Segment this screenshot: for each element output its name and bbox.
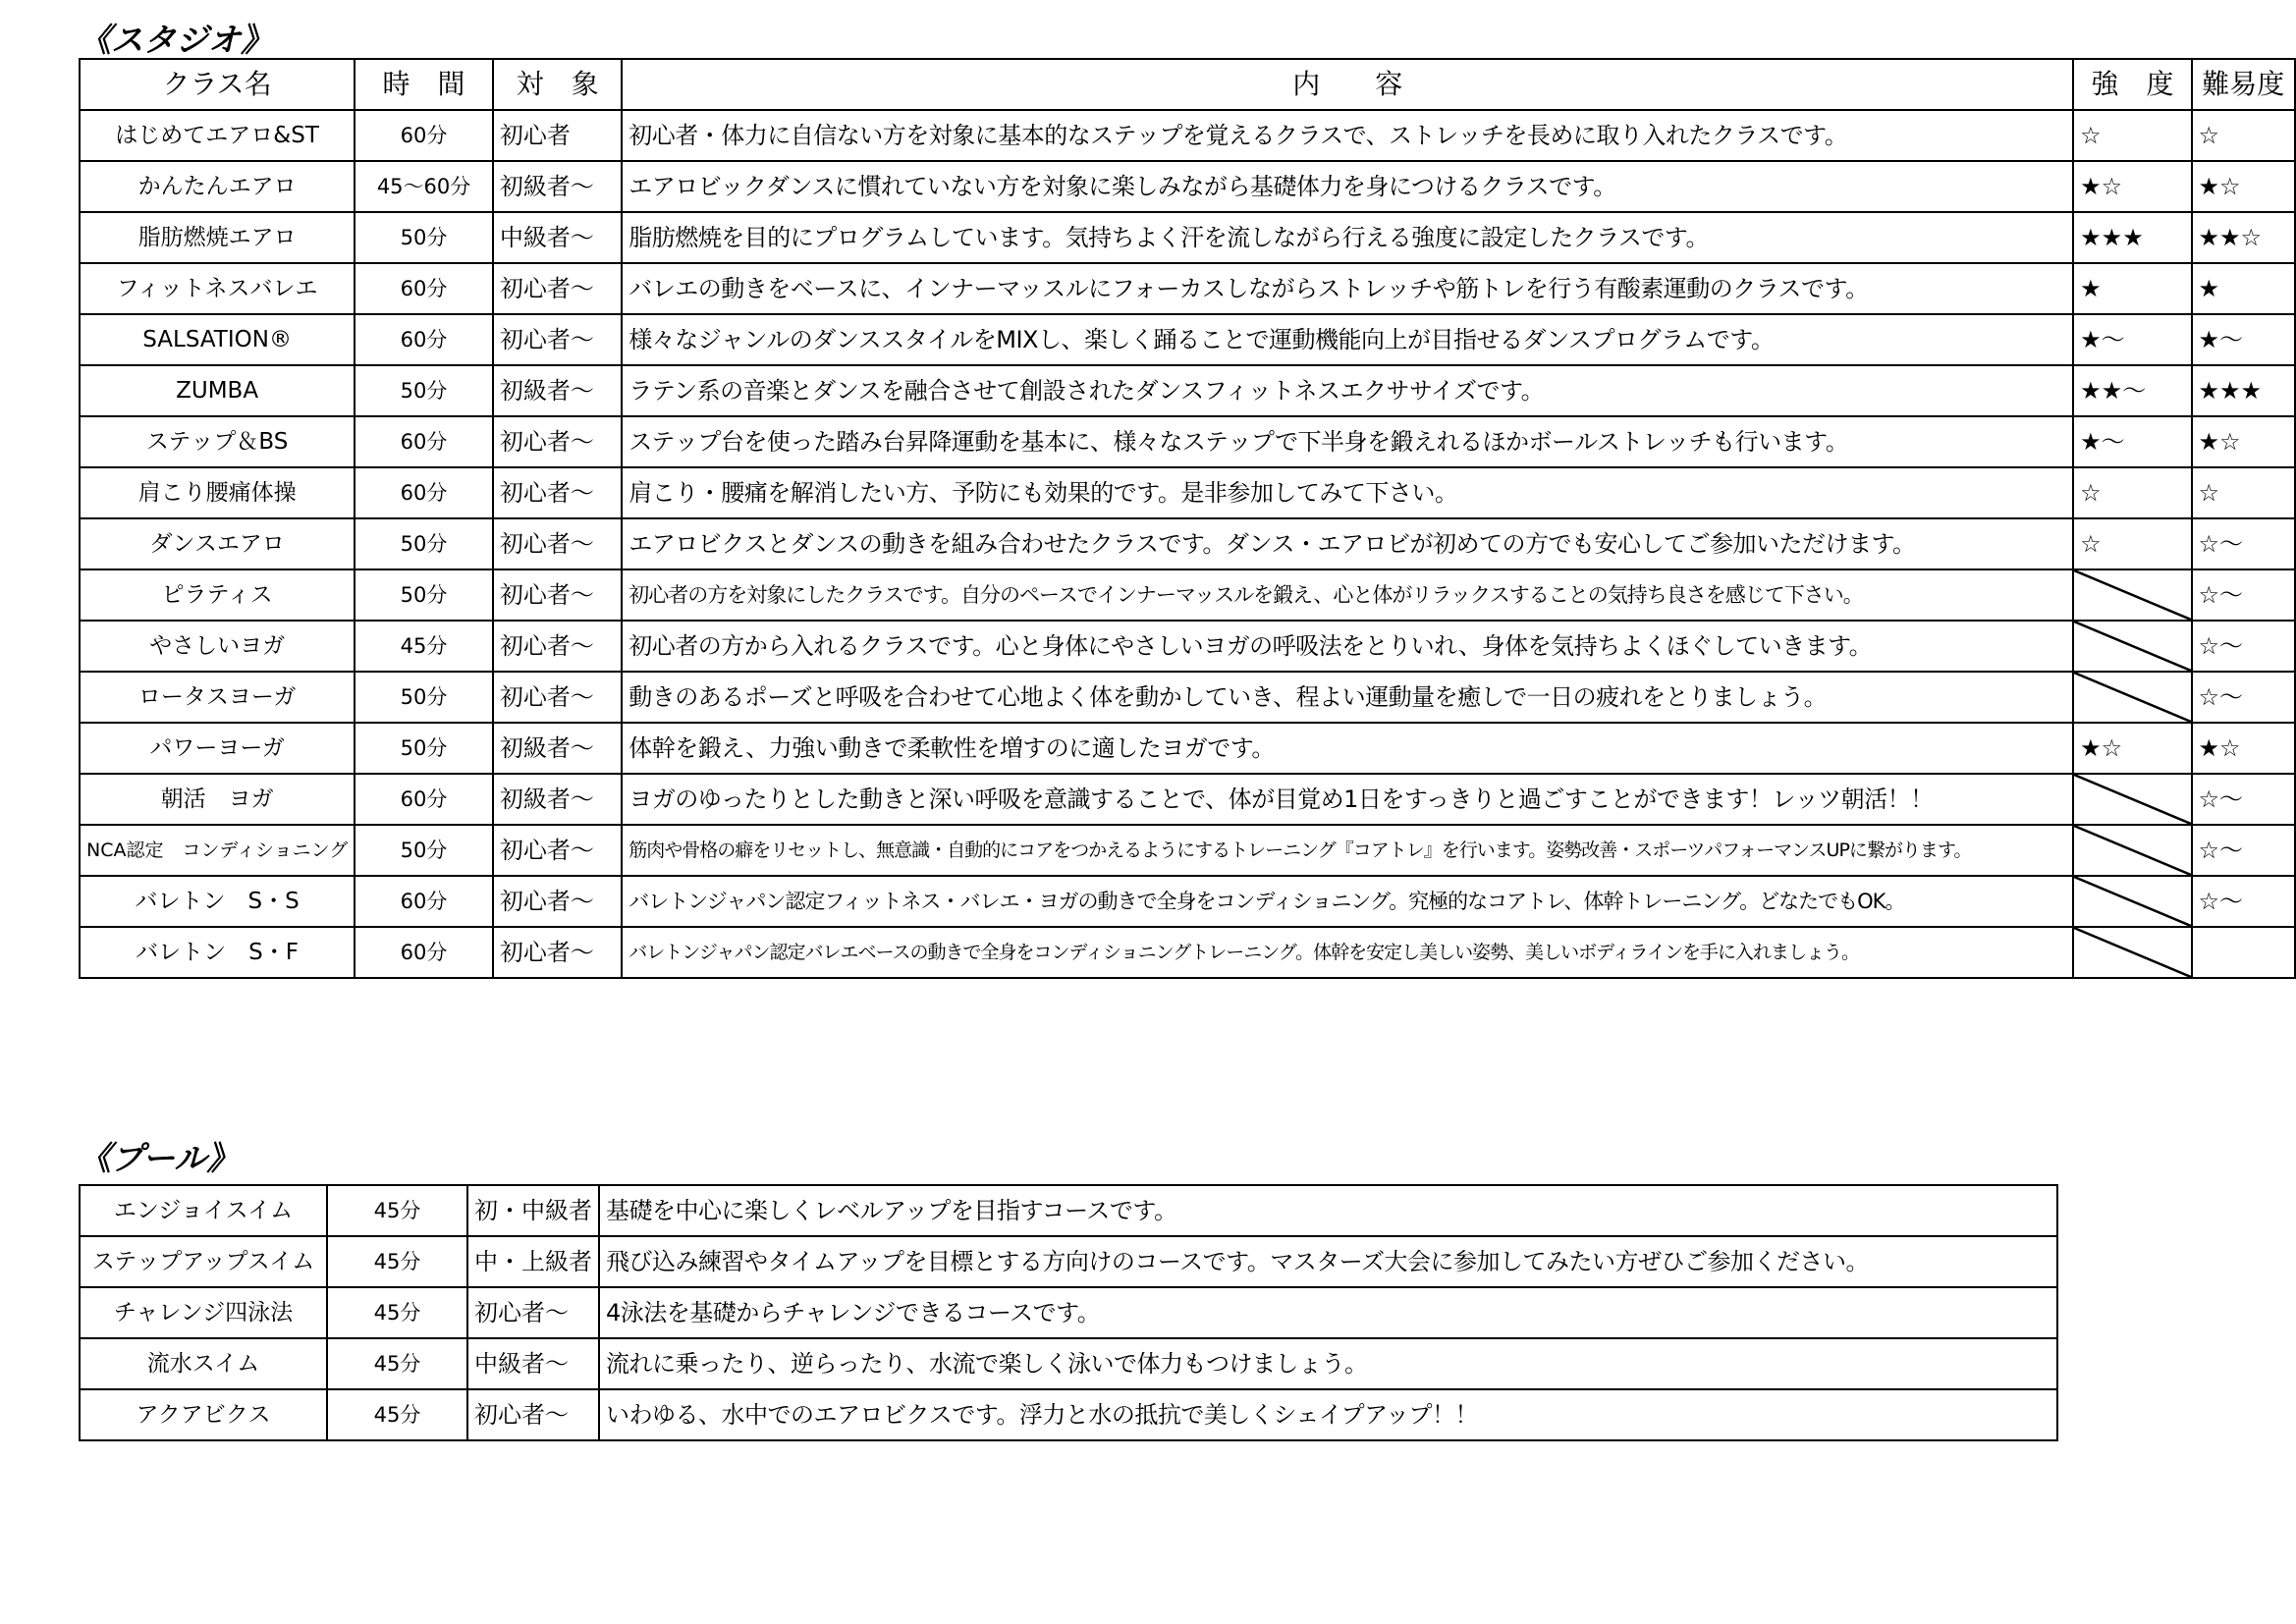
- description-cell: 筋肉や骨格の癖をリセットし、無意識・自動的にコアをつかえるようにするトレーニング『コアトレ』を行います。姿勢改善・スポーツパフォーマンスUPに繋がります。: [622, 825, 2073, 876]
- class-name-cell: ZUMBA: [80, 365, 355, 416]
- pool-table-row: [80, 1236, 2057, 1287]
- time-cell: 60分: [355, 774, 493, 825]
- time-cell: 45分: [355, 621, 493, 672]
- difficulty-cell: ☆～: [2192, 569, 2296, 621]
- intensity-cell: [2073, 927, 2191, 978]
- header-content: 内 容: [622, 59, 2073, 110]
- pool-table-row: [80, 1287, 2057, 1338]
- class-name-cell: ステップ＆BS: [80, 416, 355, 467]
- course-name-cell: エンジョイスイム: [80, 1185, 327, 1236]
- class-name-cell: フィットネスバレエ: [80, 263, 355, 314]
- studio-table-row: [80, 467, 2295, 518]
- class-name-cell: やさしいヨガ: [80, 621, 355, 672]
- time-cell: 45分: [327, 1338, 467, 1389]
- difficulty-cell: ☆～: [2192, 621, 2296, 672]
- time-cell: 60分: [355, 314, 493, 365]
- description-cell: 飛び込み練習やタイムアップを目標とする方向けのコースです。マスターズ大会に参加してみたい方ぜひご参加ください。: [599, 1236, 2057, 1287]
- intensity-cell: ★☆: [2073, 723, 2191, 774]
- target-cell: 初級者～: [493, 161, 622, 212]
- description-cell: エアロビクスとダンスの動きを組み合わせたクラスです。ダンス・エアロビが初めての方でも安心してご参加いただけます。: [622, 518, 2073, 569]
- class-name-cell: 肩こり腰痛体操: [80, 467, 355, 518]
- target-cell: 中級者～: [493, 212, 622, 263]
- studio-table-row: [80, 876, 2295, 927]
- time-cell: 50分: [355, 672, 493, 723]
- description-cell: 脂肪燃焼を目的にプログラムしています。気持ちよく汗を流しながら行える強度に設定したクラスです。: [622, 212, 2073, 263]
- time-cell: 50分: [355, 365, 493, 416]
- description-cell: 流れに乗ったり、逆らったり、水流で楽しく泳いで体力もつけましょう。: [599, 1338, 2057, 1389]
- class-name-cell: バレトン S・F: [80, 927, 355, 978]
- time-cell: 45分: [327, 1185, 467, 1236]
- difficulty-cell: ★☆: [2192, 723, 2296, 774]
- time-cell: 60分: [355, 263, 493, 314]
- time-cell: 60分: [355, 416, 493, 467]
- time-cell: 60分: [355, 927, 493, 978]
- class-name-cell: 朝活 ヨガ: [80, 774, 355, 825]
- description-cell: 初心者・体力に自信ない方を対象に基本的なステップを覚えるクラスで、ストレッチを長めに取り入れたクラスです。: [622, 110, 2073, 161]
- time-cell: 60分: [355, 467, 493, 518]
- target-cell: 初心者～: [493, 825, 622, 876]
- difficulty-cell: ☆～: [2192, 876, 2296, 927]
- description-cell: バレトンジャパン認定バレエベースの動きで全身をコンディショニングトレーニング。体幹を安定し美しい姿勢、美しいボディラインを手に入れましょう。: [622, 927, 2073, 978]
- class-name-cell: ピラティス: [80, 569, 355, 621]
- time-cell: 50分: [355, 723, 493, 774]
- difficulty-cell: ★★☆: [2192, 212, 2296, 263]
- difficulty-cell: ☆～: [2192, 518, 2296, 569]
- header-time: 時 間: [355, 59, 493, 110]
- target-cell: 初心者～: [493, 927, 622, 978]
- intensity-cell: ☆: [2073, 518, 2191, 569]
- class-name-cell: ロータスヨーガ: [80, 672, 355, 723]
- studio-table-row: [80, 621, 2295, 672]
- target-cell: 初心者～: [467, 1287, 599, 1338]
- pool-section-title: 《プール》: [79, 1139, 240, 1177]
- difficulty-cell: ☆～: [2192, 774, 2296, 825]
- header-class-name: クラス名: [80, 59, 355, 110]
- studio-table-row: [80, 723, 2295, 774]
- difficulty-cell: [2192, 927, 2296, 978]
- class-name-cell: SALSATION®: [80, 314, 355, 365]
- description-cell: 肩こり・腰痛を解消したい方、予防にも効果的です。是非参加してみて下さい。: [622, 467, 2073, 518]
- class-name-cell: 脂肪燃焼エアロ: [80, 212, 355, 263]
- difficulty-cell: ★☆: [2192, 161, 2296, 212]
- difficulty-cell: ☆: [2192, 110, 2296, 161]
- intensity-cell: ★☆: [2073, 161, 2191, 212]
- target-cell: 初・中級者: [467, 1185, 599, 1236]
- difficulty-cell: ☆～: [2192, 672, 2296, 723]
- description-cell: 体幹を鍛え、力強い動きで柔軟性を増すのに適したヨガです。: [622, 723, 2073, 774]
- studio-section-title: 《スタジオ》: [79, 21, 273, 59]
- course-name-cell: ステップアップスイム: [80, 1236, 327, 1287]
- studio-table-row: [80, 569, 2295, 621]
- class-name-cell: NCA認定 コンディショニング: [80, 825, 355, 876]
- intensity-cell: ☆: [2073, 110, 2191, 161]
- course-name-cell: アクアビクス: [80, 1389, 327, 1440]
- time-cell: 45分: [327, 1236, 467, 1287]
- target-cell: 初心者～: [493, 314, 622, 365]
- target-cell: 初心者～: [493, 672, 622, 723]
- description-cell: バレトンジャパン認定フィットネス・バレエ・ヨガの動きで全身をコンディショニング。究極的なコアトレ、体幹トレーニング。どなたでもOK。: [622, 876, 2073, 927]
- difficulty-cell: ★～: [2192, 314, 2296, 365]
- intensity-cell: [2073, 774, 2191, 825]
- studio-table: [79, 58, 2296, 979]
- header-intensity: 強 度: [2073, 59, 2191, 110]
- target-cell: 初心者: [493, 110, 622, 161]
- description-cell: ステップ台を使った踏み台昇降運動を基本に、様々なステップで下半身を鍛えれるほかボールストレッチも行います。: [622, 416, 2073, 467]
- target-cell: 初心者～: [467, 1389, 599, 1440]
- class-name-cell: ダンスエアロ: [80, 518, 355, 569]
- description-cell: 様々なジャンルのダンススタイルをMIXし、楽しく踊ることで運動機能向上が目指せるダンスプログラムです。: [622, 314, 2073, 365]
- target-cell: 初心者～: [493, 518, 622, 569]
- time-cell: 45～60分: [355, 161, 493, 212]
- class-name-cell: はじめてエアロ&ST: [80, 110, 355, 161]
- target-cell: 初級者～: [493, 774, 622, 825]
- description-cell: エアロビックダンスに慣れていない方を対象に楽しみながら基礎体力を身につけるクラスです。: [622, 161, 2073, 212]
- difficulty-cell: ☆: [2192, 467, 2296, 518]
- class-name-cell: かんたんエアロ: [80, 161, 355, 212]
- difficulty-cell: ★: [2192, 263, 2296, 314]
- intensity-cell: ★～: [2073, 314, 2191, 365]
- description-cell: 基礎を中心に楽しくレベルアップを目指すコースです。: [599, 1185, 2057, 1236]
- studio-table-row: [80, 416, 2295, 467]
- time-cell: 50分: [355, 212, 493, 263]
- time-cell: 45分: [327, 1389, 467, 1440]
- time-cell: 50分: [355, 569, 493, 621]
- description-cell: 初心者の方から入れるクラスです。心と身体にやさしいヨガの呼吸法をとりいれ、身体を気持ちよくほぐしていきます。: [622, 621, 2073, 672]
- description-cell: 動きのあるポーズと呼吸を合わせて心地よく体を動かしていき、程よい運動量を癒しで一日の疲れをとりましょう。: [622, 672, 2073, 723]
- description-cell: いわゆる、水中でのエアロビクスです。浮力と水の抵抗で美しくシェイプアップ！！: [599, 1389, 2057, 1440]
- class-name-cell: パワーヨーガ: [80, 723, 355, 774]
- studio-header-row: [80, 59, 2295, 110]
- target-cell: 初心者～: [493, 467, 622, 518]
- studio-table-row: [80, 927, 2295, 978]
- intensity-cell: ☆: [2073, 467, 2191, 518]
- course-name-cell: チャレンジ四泳法: [80, 1287, 327, 1338]
- intensity-cell: ★～: [2073, 416, 2191, 467]
- studio-table-row: [80, 365, 2295, 416]
- time-cell: 45分: [327, 1287, 467, 1338]
- description-cell: ラテン系の音楽とダンスを融合させて創設されたダンスフィットネスエクササイズです。: [622, 365, 2073, 416]
- pool-table: [79, 1184, 2058, 1441]
- description-cell: ヨガのゆったりとした動きと深い呼吸を意識することで、体が目覚め1日をすっきりと過ごすことができます！レッツ朝活！！: [622, 774, 2073, 825]
- intensity-cell: [2073, 672, 2191, 723]
- target-cell: 中級者～: [467, 1338, 599, 1389]
- target-cell: 初心者～: [493, 263, 622, 314]
- studio-table-row: [80, 110, 2295, 161]
- intensity-cell: ★★★: [2073, 212, 2191, 263]
- intensity-cell: [2073, 569, 2191, 621]
- intensity-cell: [2073, 621, 2191, 672]
- time-cell: 60分: [355, 110, 493, 161]
- intensity-cell: ★: [2073, 263, 2191, 314]
- description-cell: 4泳法を基礎からチャレンジできるコースです。: [599, 1287, 2057, 1338]
- pool-table-row: [80, 1389, 2057, 1440]
- target-cell: 初心者～: [493, 876, 622, 927]
- studio-table-row: [80, 212, 2295, 263]
- time-cell: 50分: [355, 825, 493, 876]
- time-cell: 50分: [355, 518, 493, 569]
- studio-table-row: [80, 518, 2295, 569]
- studio-table-row: [80, 263, 2295, 314]
- intensity-cell: [2073, 876, 2191, 927]
- difficulty-cell: ☆～: [2192, 825, 2296, 876]
- target-cell: 初心者～: [493, 621, 622, 672]
- header-difficulty: 難易度: [2192, 59, 2296, 110]
- target-cell: 初級者～: [493, 723, 622, 774]
- course-name-cell: 流水スイム: [80, 1338, 327, 1389]
- studio-table-row: [80, 161, 2295, 212]
- target-cell: 初心者～: [493, 416, 622, 467]
- difficulty-cell: ★☆: [2192, 416, 2296, 467]
- description-cell: バレエの動きをベースに、インナーマッスルにフォーカスしながらストレッチや筋トレを行う有酸素運動のクラスです。: [622, 263, 2073, 314]
- target-cell: 中・上級者: [467, 1236, 599, 1287]
- studio-table-row: [80, 314, 2295, 365]
- studio-table-row: [80, 672, 2295, 723]
- difficulty-cell: ★★★: [2192, 365, 2296, 416]
- target-cell: 初級者～: [493, 365, 622, 416]
- class-name-cell: バレトン S・S: [80, 876, 355, 927]
- intensity-cell: [2073, 825, 2191, 876]
- studio-table-row: [80, 774, 2295, 825]
- description-cell: 初心者の方を対象にしたクラスです。自分のペースでインナーマッスルを鍛え、心と体がリラックスすることの気持ち良さを感じて下さい。: [622, 569, 2073, 621]
- pool-table-row: [80, 1185, 2057, 1236]
- time-cell: 60分: [355, 876, 493, 927]
- intensity-cell: ★★～: [2073, 365, 2191, 416]
- target-cell: 初心者～: [493, 569, 622, 621]
- pool-table-row: [80, 1338, 2057, 1389]
- header-target: 対 象: [493, 59, 622, 110]
- studio-table-row: [80, 825, 2295, 876]
